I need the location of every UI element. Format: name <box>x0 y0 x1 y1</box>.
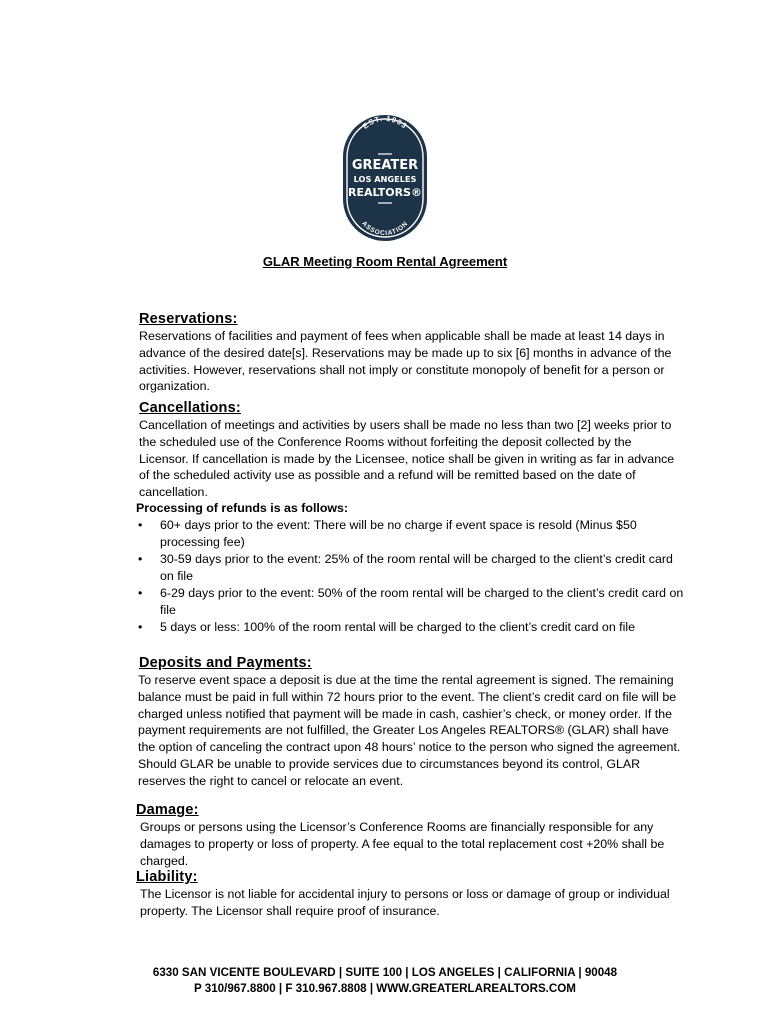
logo-realtors: REALTORS® <box>348 186 422 199</box>
liability-heading: Liability: <box>136 869 198 885</box>
reservations-section <box>139 311 684 395</box>
deposits-text: To reserve event space a deposit is due at the time the rental agreement is signed. The remaining balance must be paid in full within 72 hours prior to the event. The client’s credit card on file will be charged unless notified that payment will be made in cash, cashier’s check, or money order. If the payment requirements are not fulfilled, the Greater Los Angeles REALTORS® (GLAR) shall have the option of canceling the contract upon 48 hours’ notice to the person who signed the agreement. Should GLAR be unable to provide services due to circumstances beyond its control, GLAR reserves the right to cancel or relocate an event. <box>138 673 681 788</box>
bullet-icon: • <box>138 586 143 601</box>
list-item <box>136 585 686 619</box>
damage-text: Groups or persons using the Licensor’s Conference Rooms are financially responsible for any damages to property or loss of property. A fee equal to the total replacement cost +20% shall be charged. <box>140 820 665 868</box>
liability-section <box>136 869 681 920</box>
refund-rule-text: 6-29 days prior to the event: 50% of the room rental will be charged to the client’s credit card on file <box>160 586 684 617</box>
deposits-heading: Deposits and Payments: <box>139 655 312 671</box>
bullet-icon: • <box>138 517 143 532</box>
document-title: GLAR Meeting Room Rental Agreement <box>262 254 508 269</box>
cancellations-heading: Cancellations: <box>139 400 241 416</box>
logo-association-text: ASSOCIATION <box>360 220 410 238</box>
damage-section <box>136 802 681 869</box>
footer-contact: P 310/967.8800 | F 310.967.8808 | WWW.GREATERLAREALTORS.COM <box>194 982 576 995</box>
glar-logo <box>342 114 428 242</box>
reservations-heading: Reservations: <box>139 311 238 327</box>
refunds-heading: Processing of refunds is as follows: <box>136 501 349 515</box>
bullet-icon: • <box>138 551 143 566</box>
refund-rule-text: 5 days or less: 100% of the room rental will be charged to the client’s credit card on file <box>160 620 635 635</box>
liability-text: The Licensor is not liable for accidental injury to persons or loss or damage of group or individual property. The Licensor shall require proof of insurance. <box>140 887 670 918</box>
footer-address: 6330 SAN VICENTE BOULEVARD | SUITE 100 | LOS ANGELES | CALIFORNIA | 90048 <box>152 966 618 979</box>
cancellations-section <box>139 400 684 501</box>
bullet-icon: • <box>138 620 143 635</box>
cancellations-text: Cancellation of meetings and activities by users shall be made no less than two [2] weeks prior to the scheduled use of the Conference Rooms without forfeiting the deposit collected by the Licensor. If cancellation is made by the Licensee, notice shall be given in writing as far in advance of the scheduled activity use as possible and a refund will be remitted based on the date of cancellation. <box>139 418 675 500</box>
list-item <box>136 517 686 551</box>
logo-est-text: EST. 1903 <box>360 114 410 131</box>
damage-heading: Damage: <box>136 802 199 818</box>
reservations-text: Reservations of facilities and payment of fees when applicable shall be made at least 14 days in advance of the desired date[s]. Reservations may be made up to six [6] months in advance of the activities. However, reservations shall not imply or constitute monopoly of benefit for a person or organization. <box>139 329 672 394</box>
refunds-list <box>136 517 686 636</box>
deposits-section <box>139 655 684 790</box>
refunds-section <box>136 500 686 637</box>
refund-rule-text: 60+ days prior to the event: There will be no charge if event space is resold (Minus $50 processing fee) <box>160 517 637 549</box>
list-item <box>136 551 686 585</box>
logo-los-angeles: LOS ANGELES <box>353 174 417 184</box>
logo-greater: GREATER <box>351 158 419 173</box>
refund-rule-text: 30-59 days prior to the event: 25% of the room rental will be charged to the client’s credit card on file <box>160 551 673 583</box>
list-item <box>136 619 686 636</box>
